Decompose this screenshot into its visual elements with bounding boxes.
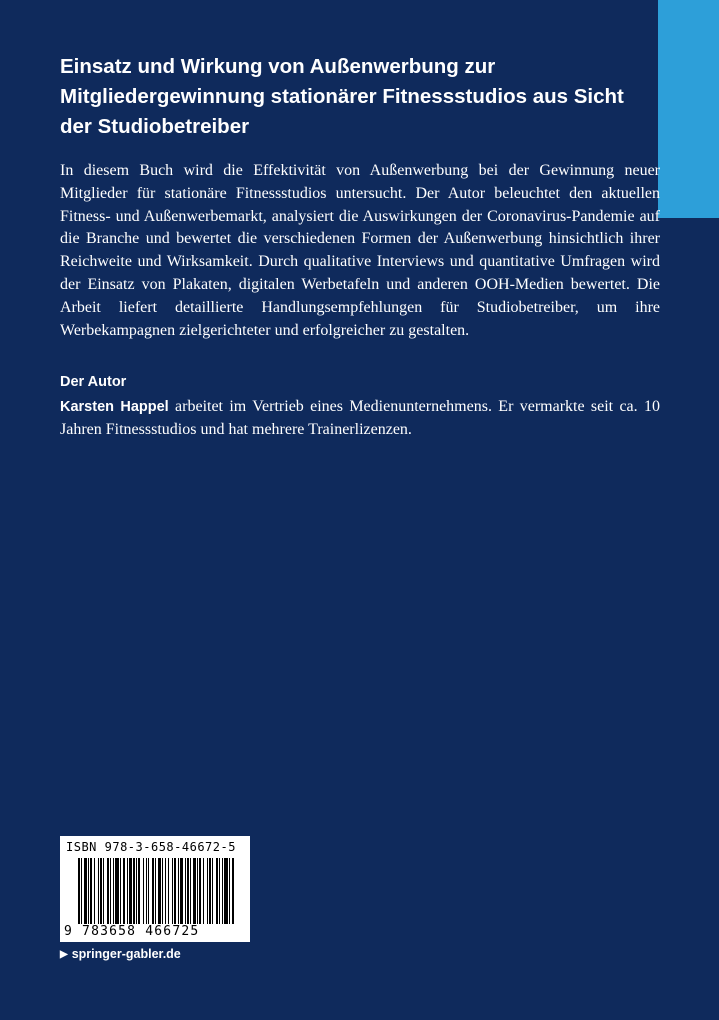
barcode-bar bbox=[136, 858, 137, 924]
author-bio-text: arbeitet im Vertrieb eines Medienunternehmens. Er vermarkte seit ca. 10 Jahren Fitnessstudios und hat mehrere Trainerlizenzen. bbox=[60, 398, 660, 438]
barcode-bar bbox=[178, 858, 179, 924]
barcode-bar bbox=[84, 858, 87, 924]
author-name: Karsten Happel bbox=[60, 399, 169, 415]
barcode-bar bbox=[123, 858, 125, 924]
barcode-bar bbox=[216, 858, 218, 924]
barcode-bar bbox=[207, 858, 208, 924]
barcode-bar bbox=[199, 858, 201, 924]
book-description: In diesem Buch wird die Effektivität von Außenwerbung bei der Gewinnung neuer Mitglieder für stationäre Fitnessstudios untersucht. Der Autor beleuchtet den aktuellen Fitness- und Außenwerbemarkt, analysiert die Auswirkungen der Coronavirus-Pandemie auf die Branche und bewertet die verschiedenen Formen der Außenwerbung hinsichtlich ihrer Reichweite und Wirksamkeit. Durch qualitative Interviews und quantitative Umfragen wird der Einsatz von Plakaten, digitalen Werbetafeln und anderen OOH-Medien bewertet. Die Arbeit liefert detaillierte Handlungsempfehlungen für Studiobetreiber, um ihre Werbekampagnen zielgerichteter und erfolgreicher zu gestalten. bbox=[60, 162, 660, 339]
barcode-bar bbox=[148, 858, 149, 924]
barcode-bar bbox=[158, 858, 161, 924]
barcode-bar bbox=[94, 858, 95, 924]
barcode-bar bbox=[165, 858, 166, 924]
barcode-bar bbox=[219, 858, 220, 924]
barcode-bar bbox=[203, 858, 204, 924]
publisher-link[interactable] bbox=[60, 947, 181, 961]
author-bio bbox=[60, 396, 660, 442]
barcode-bar bbox=[197, 858, 198, 924]
barcode-bar bbox=[146, 858, 147, 924]
barcode-bar bbox=[172, 858, 173, 924]
book-title: Einsatz und Wirkung von Außenwerbung zur Mitgliedergewinnung stationärer Fitnessstudios aus Sicht der Studiobetreiber bbox=[60, 55, 624, 138]
barcode-bar bbox=[81, 858, 82, 924]
barcode-bar bbox=[78, 858, 80, 924]
isbn-barcode bbox=[60, 836, 250, 942]
barcode-bar bbox=[88, 858, 89, 924]
barcode-bar bbox=[224, 858, 228, 924]
barcode-bar bbox=[185, 858, 186, 924]
barcode-bar bbox=[129, 858, 132, 924]
ean-digits: 9 783658 466725 bbox=[64, 924, 200, 939]
barcode-bar bbox=[190, 858, 191, 924]
author-heading: Der Autor bbox=[60, 374, 127, 390]
barcode-bar bbox=[212, 858, 213, 924]
barcode-bar bbox=[133, 858, 135, 924]
publisher-url: springer-gabler.de bbox=[71, 947, 181, 961]
accent-tab bbox=[658, 0, 719, 218]
barcode-bar bbox=[180, 858, 183, 924]
barcode-bar bbox=[103, 858, 104, 924]
barcode-bar bbox=[152, 858, 154, 924]
barcode-bar bbox=[209, 858, 211, 924]
barcode-bar bbox=[162, 858, 163, 924]
barcode-bar bbox=[120, 858, 121, 924]
barcode-bar bbox=[115, 858, 119, 924]
barcode-bar bbox=[113, 858, 114, 924]
barcode-bars bbox=[78, 858, 236, 924]
barcode-bar bbox=[143, 858, 144, 924]
arrow-icon: ▶ bbox=[60, 948, 68, 960]
barcode-bar bbox=[174, 858, 176, 924]
barcode-bar bbox=[193, 858, 196, 924]
barcode-bar bbox=[222, 858, 223, 924]
barcode-bar bbox=[98, 858, 99, 924]
barcode-bar bbox=[138, 858, 140, 924]
barcode-bar bbox=[229, 858, 230, 924]
barcode-bar bbox=[100, 858, 102, 924]
barcode-bar bbox=[232, 858, 234, 924]
barcode-bar bbox=[155, 858, 156, 924]
barcode-bar bbox=[187, 858, 189, 924]
barcode-bar bbox=[90, 858, 92, 924]
barcode-bar bbox=[127, 858, 128, 924]
barcode-bar bbox=[110, 858, 111, 924]
isbn-text: ISBN 978-3-658-46672-5 bbox=[66, 840, 236, 854]
barcode-bar bbox=[107, 858, 109, 924]
barcode-bar bbox=[168, 858, 169, 924]
